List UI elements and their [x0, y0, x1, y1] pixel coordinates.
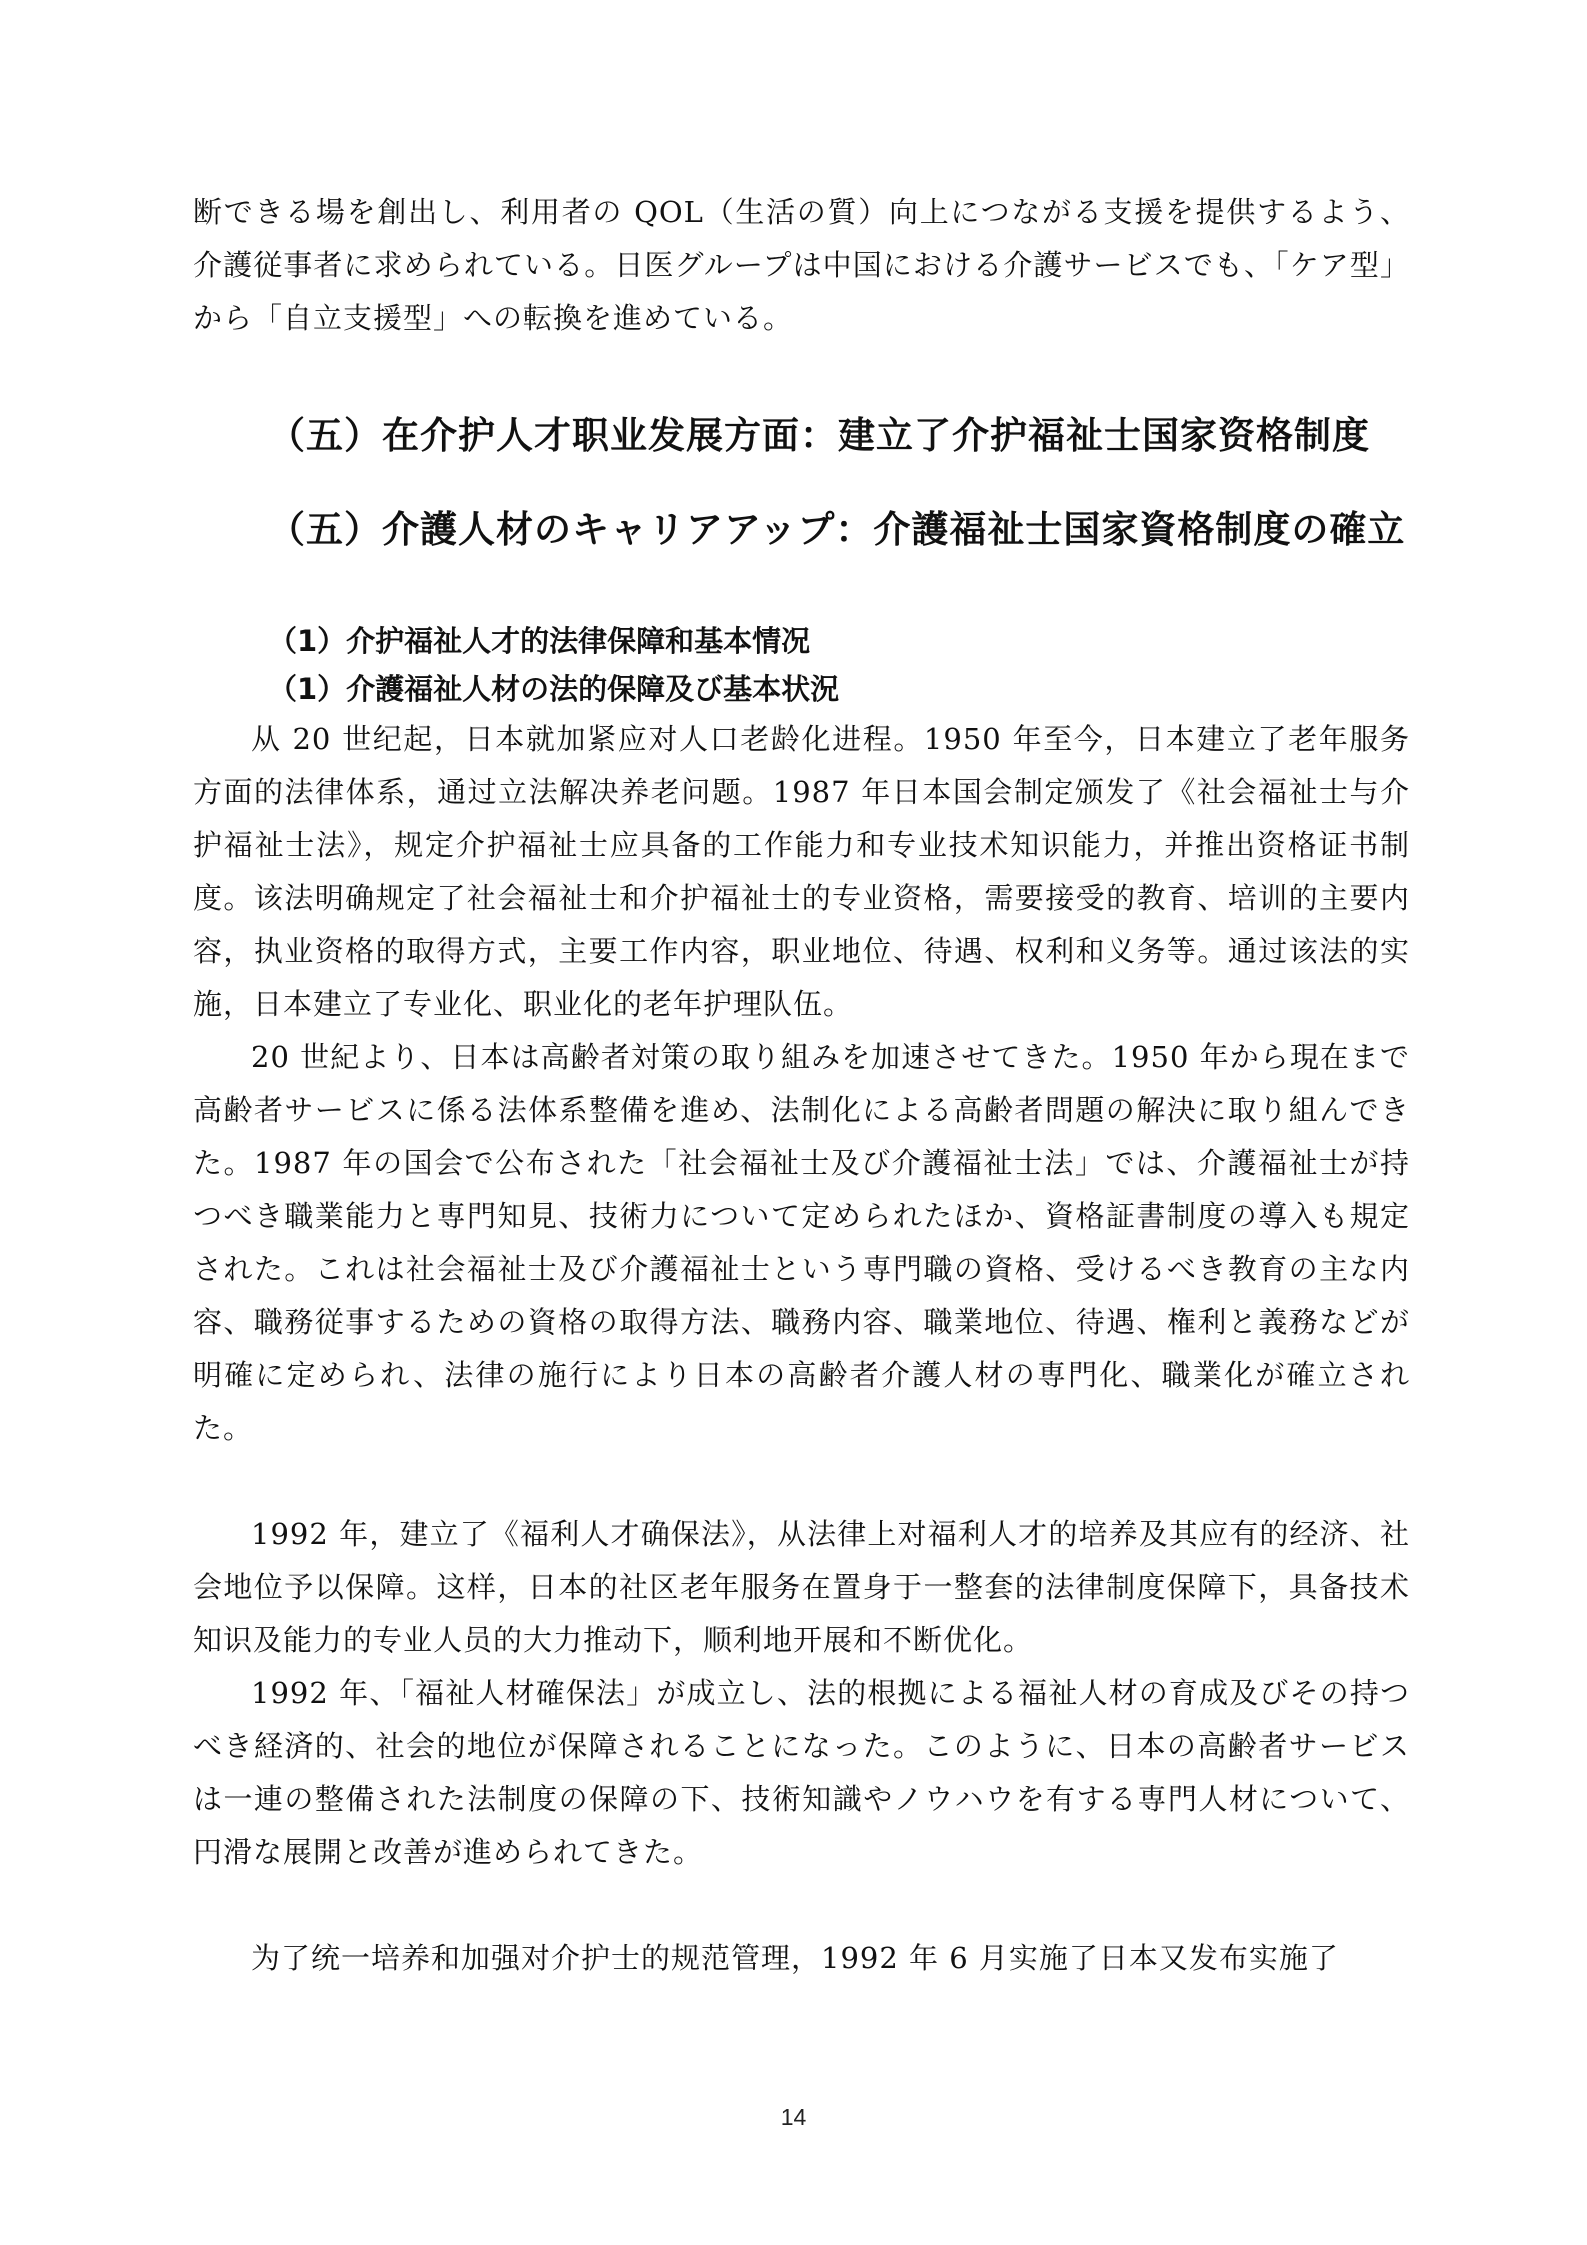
paragraph-jp-2: 1992 年、「福祉人材確保法」が成立し、法的根拠による福祉人材の育成及びその持つべき経済的、社会的地位が保障されることになった。このように、日本の高齢者サービスは一連の整備された法制度の保障の下、技術知識やノウハウを有する専門人材について、円滑な展開と改善が進められてきた。: [193, 1676, 1410, 1869]
page-content: [193, 186, 1410, 1985]
section-title-jp: （五）介護人材のキャリアアップ：介護福祉士国家資格制度の確立: [268, 508, 1406, 551]
paragraph-jp-1: 20 世紀より、日本は高齢者対策の取り組みを加速させてきた。1950 年から現在まで高齢者サービスに係る法体系整備を進め、法制化による高齢者問題の解決に取り組んできた。1987 年の国会で公布された「社会福祉士及び介護福祉士法」では、介護福祉士が持つべき職業能力と専門知見、技術力について定められたほか、資格証書制度の導入も規定された。これは社会福祉士及び介護福祉士という専門職の資格、受けるべき教育の主な内容、職務従事するための資格の取得方法、職務内容、職業地位、待遇、権利と義務などが明確に定められ、法律の施行により日本の高齢者介護人材の専門化、職業化が確立された。: [193, 1040, 1410, 1445]
paragraph-cn-2: 1992 年，建立了《福利人才确保法》，从法律上对福利人才的培养及其应有的经济、社会地位予以保障。这样，日本的社区老年服务在置身于一整套的法律制度保障下，具备技术知识及能力的专业人员的大力推动下，顺利地开展和不断优化。: [193, 1517, 1410, 1657]
subsection-title-jp: （1）介護福祉人材の法的保障及び基本状況: [268, 672, 840, 706]
section-title-cn: （五）在介护人才职业发展方面：建立了介护福祉士国家资格制度: [268, 414, 1370, 457]
spacer: [193, 1879, 1410, 1932]
paragraph-cn-1: 从 20 世纪起，日本就加紧应对人口老龄化进程。1950 年至今，日本建立了老年服务方面的法律体系，通过立法解决养老问题。1987 年日本国会制定颁发了《社会福祉士与介护福祉士法》，规定介护福祉士应具备的工作能力和专业技术知识能力，并推出资格证书制度。该法明确规定了社会福祉士和介护福祉士的专业资格，需要接受的教育、培训的主要内容，执业资格的取得方式，主要工作内容，职业地位、待遇、权利和义务等。通过该法的实施，日本建立了专业化、职业化的老年护理队伍。: [193, 722, 1410, 1021]
spacer: [193, 463, 1410, 503]
spacer: [193, 345, 1410, 409]
subsection-title-cn: （1）介护福祉人才的法律保障和基本情况: [268, 624, 811, 658]
spacer: [193, 557, 1410, 617]
intro-paragraph: 断できる場を創出し、利用者の QOL（生活の質）向上につながる支援を提供するよう、介護従事者に求められている。日医グループは中国における介護サービスでも、「ケア型」から「自立支援型」への転換を進めている。: [193, 195, 1410, 335]
spacer: [193, 1455, 1410, 1508]
paragraph-cn-3: 为了统一培养和加强对介护士的规范管理，1992 年 6 月实施了日本又发布实施了: [251, 1941, 1339, 1975]
page-number: 14: [780, 2104, 807, 2130]
